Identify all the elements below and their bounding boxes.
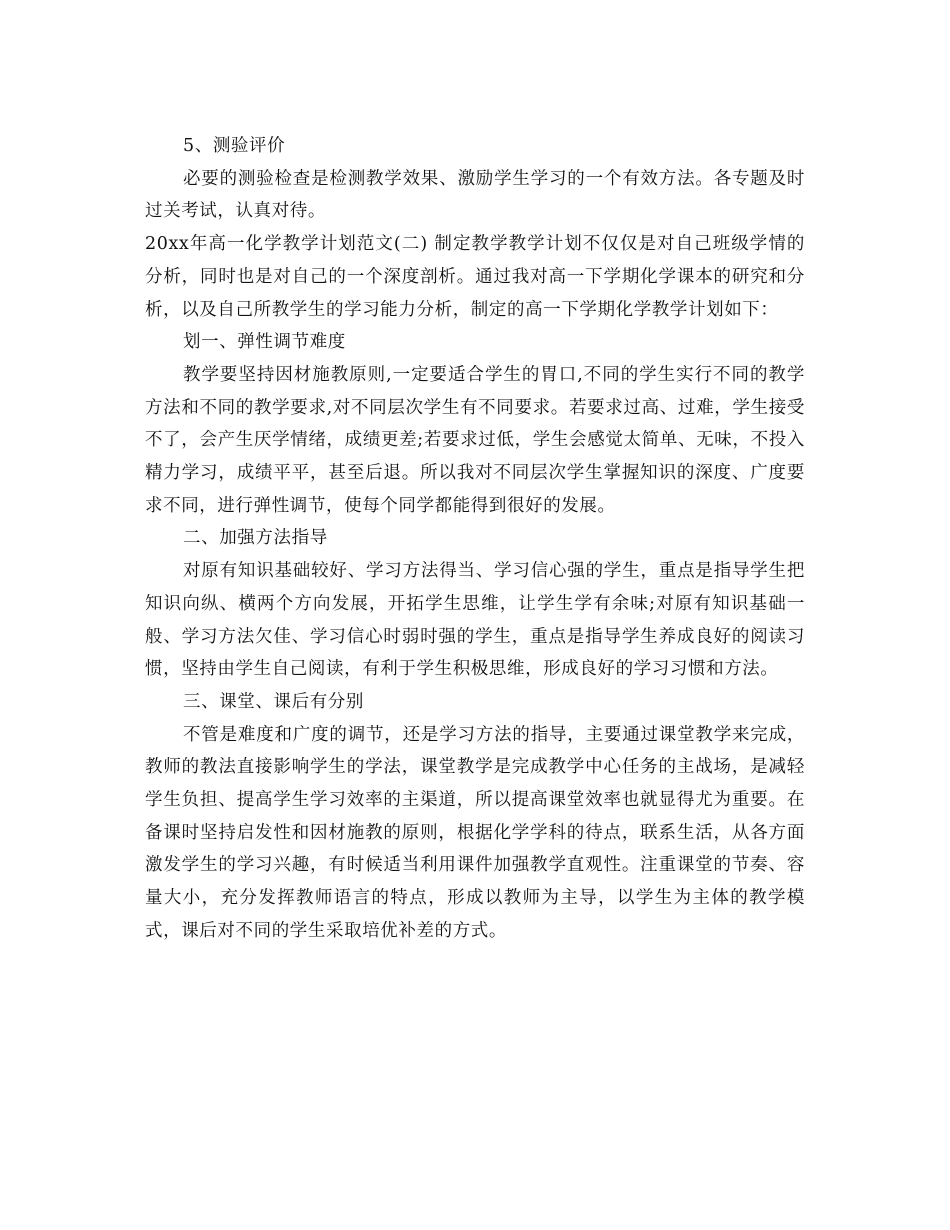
paragraph-plan-intro: 20xx年高一化学教学计划范文(二) 制定教学教学计划不仅仅是对自己班级学情的分析，同时也是对自己的一个深度剖析。通过我对高一下学期化学课本的研究和分析，以及自己所教学生的学习能力分析，制定的高一下学期化学教学计划如下： <box>145 234 805 320</box>
section-heading-test-evaluation: 5、测验评价 <box>183 136 286 156</box>
section-heading-class-after-class: 三、课堂、课后有分别 <box>183 691 364 712</box>
paragraph-class-after-class: 不管是难度和广度的调节，还是学习方法的指导，主要通过课堂教学来完成，教师的教法直接影响学生的学法，课堂教学是完成教学中心任务的主战场，是减轻学生负担、提高学生学习效率的主渠道，所以提高课堂效率也就显得尤为重要。在备课时坚持启发性和因材施教的原则，根据化学学科的待点，联系生活，从各方面激发学生的学习兴趣，有时候适当利用课件加强教学直观性。注重课堂的节奏、容量大小，充分发挥教师语言的特点，形成以教师为主导，以学生为主体的教学模式，课后对不同的学生采取培优补差的方式。 <box>145 724 805 941</box>
document-body <box>145 130 805 948</box>
paragraph-flexible-difficulty: 教学要坚持因材施教原则,一定要适合学生的胃口,不同的学生实行不同的教学方法和不同的教学要求,对不同层次学生有不同要求。若要求过高、过难，学生接受不了，会产生厌学情绪，成绩更差;若要求过低，学生会感觉太简单、无味，不投入精力学习，成绩平平，甚至后退。所以我对不同层次学生掌握知识的深度、广度要求不同，进行弹性调节，使每个同学都能得到很好的发展。 <box>145 364 805 516</box>
section-heading-method-guidance: 二、加强方法指导 <box>183 528 328 549</box>
section-heading-flexible-difficulty: 划一、弹性调节难度 <box>183 332 346 353</box>
paragraph-test-evaluation: 必要的测验检查是检测教学效果、激励学生学习的一个有效方法。各专题及时过关考试，认真对待。 <box>145 168 805 222</box>
paragraph-method-guidance: 对原有知识基础较好、学习方法得当、学习信心强的学生，重点是指导学生把知识向纵、横两个方向发展，开拓学生思维，让学生学有余味;对原有知识基础一般、学习方法欠佳、学习信心时弱时强的学生，重点是指导学生养成良好的阅读习惯，坚持由学生自己阅读，有利于学生积极思维，形成良好的学习习惯和方法。 <box>145 561 805 680</box>
